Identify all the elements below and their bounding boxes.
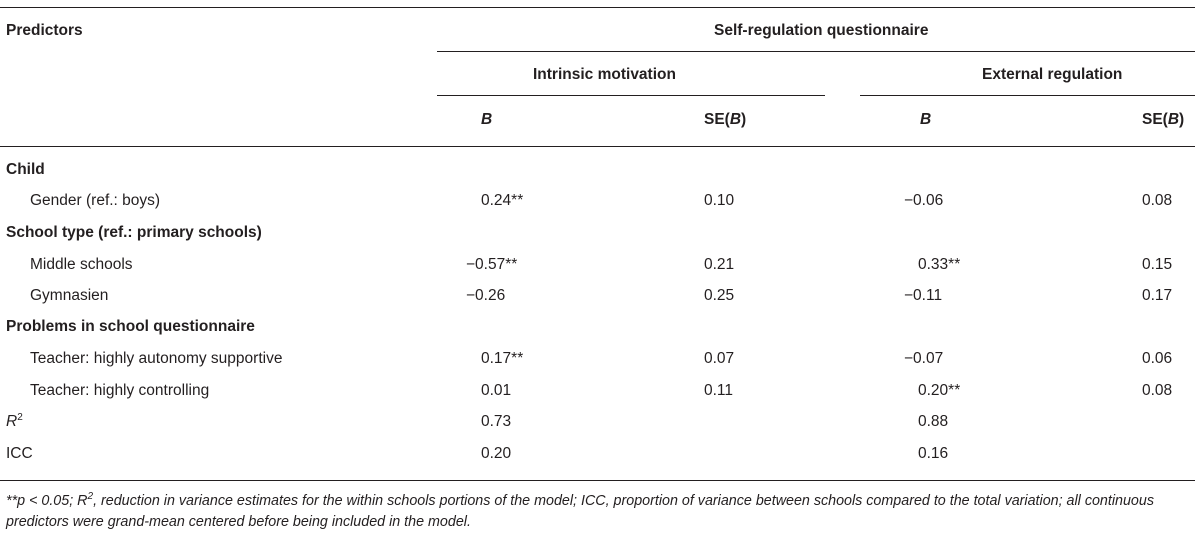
group-header: Self-regulation questionnaire bbox=[714, 22, 929, 39]
se-suffix: ) bbox=[1179, 111, 1185, 128]
footnote-stars: ** bbox=[6, 493, 18, 509]
row-label-section: Child bbox=[6, 161, 45, 178]
cell-im-b: 0.17** bbox=[481, 350, 524, 367]
r2-superscript: 2 bbox=[17, 411, 23, 423]
row-label: Teacher: highly autonomy supportive bbox=[30, 350, 283, 367]
cell-im-b: −0.57** bbox=[466, 256, 518, 273]
r2-im-value: 0.73 bbox=[481, 413, 512, 430]
row-label: Gender (ref.: boys) bbox=[30, 192, 161, 209]
cell-er-se: 0.15 bbox=[1142, 256, 1173, 273]
er-se-header bbox=[1142, 111, 1184, 129]
cell-er-b: 0.20** bbox=[918, 382, 961, 399]
table-footnote bbox=[6, 491, 1194, 533]
cell-im-b: 0.01 bbox=[481, 382, 512, 399]
external-underline bbox=[860, 95, 1195, 96]
icc-im-value: 0.20 bbox=[481, 445, 512, 462]
footnote-r: R bbox=[77, 493, 88, 509]
icc-label: ICC bbox=[6, 445, 33, 462]
footnote-r-superscript: 2 bbox=[87, 491, 94, 503]
se-b: B bbox=[1167, 111, 1180, 128]
row-label-section: School type (ref.: primary schools) bbox=[6, 224, 262, 241]
cell-er-se: 0.08 bbox=[1142, 192, 1173, 209]
r2-label bbox=[6, 413, 23, 431]
r2-r: R bbox=[6, 413, 18, 430]
row-label: Teacher: highly controlling bbox=[30, 382, 210, 399]
cell-im-se: 0.11 bbox=[704, 382, 734, 399]
cell-im-se: 0.21 bbox=[704, 256, 735, 273]
external-regulation-header: External regulation bbox=[982, 66, 1123, 83]
intrinsic-underline bbox=[437, 95, 825, 96]
cell-er-se: 0.06 bbox=[1142, 350, 1173, 367]
footnote-p: p bbox=[17, 493, 26, 509]
row-label: Gymnasien bbox=[30, 287, 109, 304]
icc-er-value: 0.16 bbox=[918, 445, 949, 462]
cell-er-se: 0.08 bbox=[1142, 382, 1173, 399]
r2-er-value: 0.88 bbox=[918, 413, 949, 430]
footnote-rest2: , reduction in variance estimates for the within schools portions of the model; ICC, proportion of variance between schools compared to the total variation; all continuous predictors were grand-mean centered before being included in the model. bbox=[6, 493, 1154, 530]
cell-im-b: −0.26 bbox=[466, 287, 506, 304]
cell-er-b: −0.07 bbox=[904, 350, 944, 367]
top-rule bbox=[0, 7, 1195, 8]
se-prefix: SE( bbox=[1142, 111, 1168, 128]
bottom-rule bbox=[0, 480, 1195, 481]
cell-im-se: 0.07 bbox=[704, 350, 735, 367]
header-bottom-rule bbox=[0, 146, 1195, 147]
cell-er-b: 0.33** bbox=[918, 256, 961, 273]
cell-er-b: −0.06 bbox=[904, 192, 944, 209]
se-b: B bbox=[729, 111, 742, 128]
cell-im-se: 0.10 bbox=[704, 192, 735, 209]
predictors-header: Predictors bbox=[6, 22, 83, 39]
cell-im-b: 0.24** bbox=[481, 192, 524, 209]
im-b-header: B bbox=[481, 111, 493, 128]
intrinsic-motivation-header: Intrinsic motivation bbox=[533, 66, 676, 83]
cell-im-se: 0.25 bbox=[704, 287, 735, 304]
cell-er-b: −0.11 bbox=[904, 287, 943, 304]
im-se-header bbox=[704, 111, 746, 129]
footnote-rest1: < 0.05; bbox=[25, 493, 78, 509]
row-label: Middle schools bbox=[30, 256, 133, 273]
se-prefix: SE( bbox=[704, 111, 730, 128]
group-underline bbox=[437, 51, 1195, 52]
er-b-header: B bbox=[920, 111, 932, 128]
row-label-section: Problems in school questionnaire bbox=[6, 318, 255, 335]
cell-er-se: 0.17 bbox=[1142, 287, 1173, 304]
se-suffix: ) bbox=[741, 111, 747, 128]
